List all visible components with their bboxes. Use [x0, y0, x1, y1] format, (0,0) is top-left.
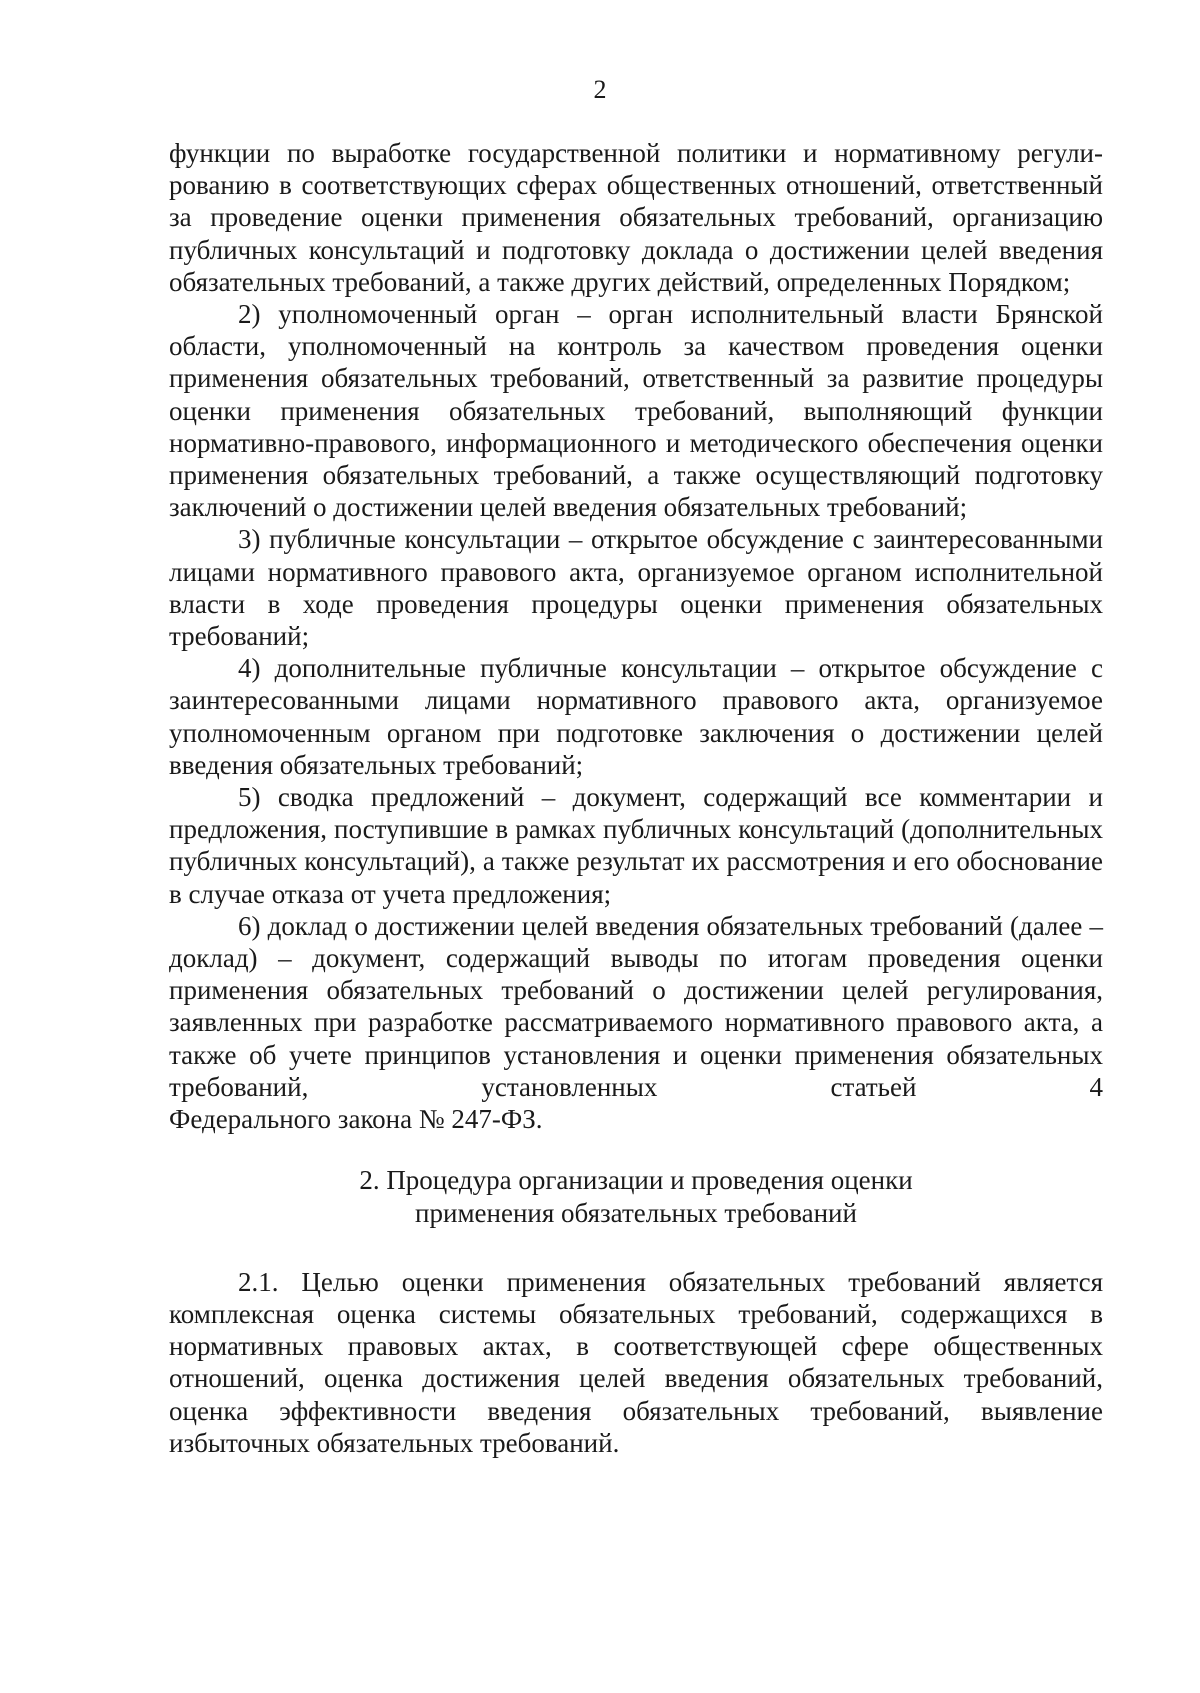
paragraph-item-4: 4) дополнительные публичные консультации – открытое обсуждение с заинтересованными лицами нормативного правового акта, организуемое уполномоченным органом при подготовке заключения о достижении целей введения обязательных требований; [169, 653, 1103, 780]
paragraph-item-3: 3) публичные консультации – открытое обсуждение с заинтересованными лицами нормативного правового акта, организуемое органом исполнительной власти в ходе проведения процедуры оценки применения обязательных требований; [169, 524, 1103, 652]
section-heading [169, 1164, 1103, 1228]
paragraph-2-1: 2.1. Целью оценки применения обязательных требований является комплексная оценка системы обязательных требований, содержащихся в нормативных правовых актах, в соответствующей сфере общественных отношений, оценка достижения целей введения обязательных требований, оценка эффективности введения обязательных требований, выявление избыточных обязательных требований. [169, 1266, 1103, 1458]
page-number: 2 [593, 75, 607, 104]
section-heading-line-1: 2. Процедура организации и проведения оценки [359, 1165, 913, 1196]
paragraph-definition-continuation: функции по выработке государственной политики и нормативному регулированию в соответствующих сферах общественных отношений, ответственный за проведение оценки применения обязательных требований, организацию публичных консультаций и подготовку доклада о достижении целей введения обязательных требований, а также других действий, определенных Порядком; [169, 138, 1103, 297]
spacer [169, 1229, 1103, 1266]
paragraph-item-6: 6) доклад о достижении целей введения обязательных требований (далее – доклад) – документ, содержащий выводы по итогам проведения оценки применения обязательных требований о достижении целей регулирования, заявленных при разработке рассматриваемого нормативного правового акта, а также об учете принципов установления и оценки применения обязательных требований, установленных статьей 4 [169, 910, 1103, 1102]
section-heading-line-2: применения обязательных требований [415, 1197, 857, 1228]
paragraph-item-6-end: Федерального закона № 247-ФЗ. [169, 1104, 543, 1135]
document-body [169, 137, 1103, 1459]
paragraph-item-2: 2) уполномоченный орган – орган исполнительный власти Брянской области, уполномоченный на контроль за качеством проведения оценки применения обязательных требований, ответственный за развитие процедуры оценки применения обязательных требований, выполняющий функции нормативно-правового, информационного и методического обеспечения оценки применения обязательных требований, а также осуществляющий подготовку заключений о достижении целей введения обязательных требований; [169, 299, 1103, 523]
paragraph-item-5: 5) сводка предложений – документ, содержащий все комментарии и предложения, поступившие в рамках публичных консультаций (дополнительных публичных консультаций), а также результат их рассмотрения и его обоснование в случае отказа от учета предложения; [169, 782, 1103, 909]
